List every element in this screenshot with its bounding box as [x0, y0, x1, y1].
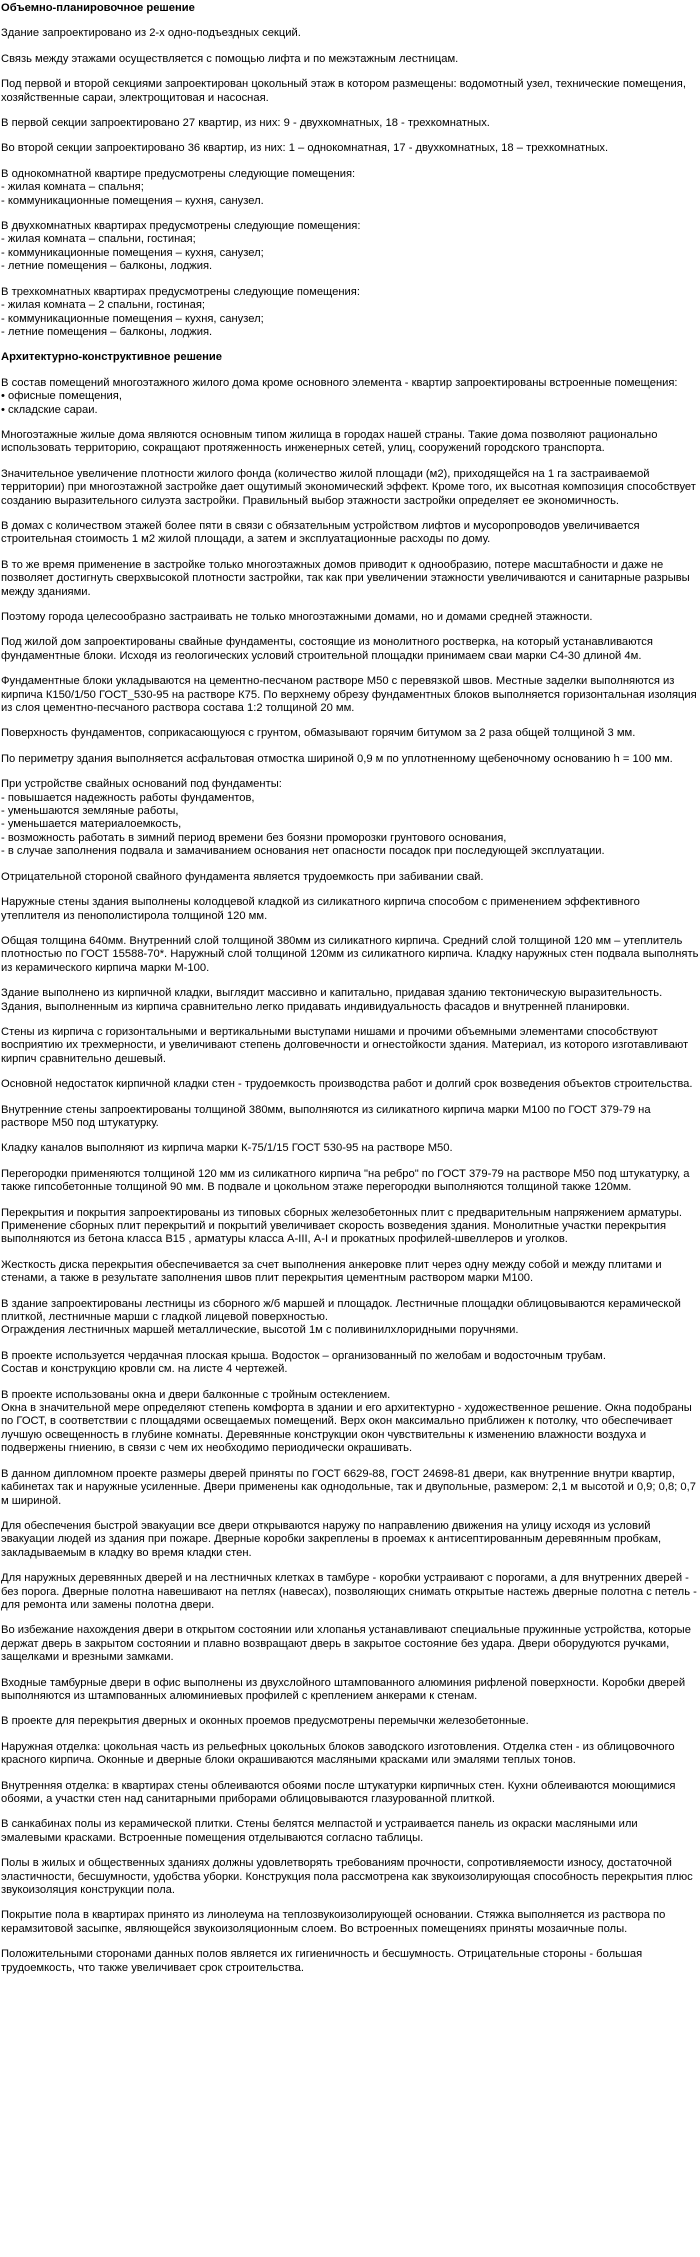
paragraph: В первой секции запроектировано 27 квартир, из них: 9 - двухкомнатных, 18 - трехкомнатных.	[1, 117, 490, 130]
paragraph: Перекрытия и покрытия запроектированы из типовых сборных железобетонных плит с предварительным напряжением арматуры. Применение сборных плит перекрытий и покрытий увеличивает скорость возведения здания. Монолитные участки перекрытия выполняются из бетона класса В15 , арматуры класса А-III, А-I и прокатных профилей-швеллеров и уголков.	[1, 1206, 682, 1246]
paragraph: В домах с количеством этажей более пяти в связи с обязательным устройством лифтов и мусоропроводов увеличивается строительная стоимость 1 м2 жилой площади, а затем и эксплуатационные расходы по дому.	[1, 519, 640, 546]
paragraph: Здание запроектировано из 2-х одно-подъездных секций.	[1, 27, 301, 40]
section-heading: Объемно-планировочное решение	[1, 2, 195, 14]
paragraph: Поверхность фундаментов, соприкасающуюся с грунтом, обмазывают горячим битумом за 2 раза общей толщиной 3 мм.	[1, 727, 636, 740]
paragraph: В санкабинах полы из керамической плитки. Стены белятся мелпастой и устраивается панель из окраски масляными или эмалевыми красками. Встроенные помещения отделываются согласно таблицы.	[1, 1818, 638, 1844]
paragraph: Фундаментные блоки укладываются на цементно-песчаном растворе М50 с перевязкой швов. Местные заделки выполняются из кирпича К150/1/50 ГОСТ_530-95 на растворе К75. По верхнему обрезу фундаментных блоков выполняется горизонтальная изоляция из слоя цементно-песчаного раствора состава 1:2 толщиной 20 мм.	[1, 675, 697, 715]
paragraph: В здание запроектированы лестницы из сборного ж/б маршей и площадок. Лестничные площадки облицовываются керамической плиткой, лестничные марши с гладкой лицевой поверхностью. Ограждения лестничных маршей металлические, высотой 1м с поливинилхлоридными поручнями.	[1, 1297, 681, 1337]
paragraph: Значительное увеличение плотности жилого фонда (количество жилой площади (м2), приходящейся на 1 га застраиваемой территории) при многоэтажной застройке дает ощутимый экономический эффект. Кроме того, их высотная композиция способствует созданию выразительного силуэта застройки. Правильный выбор этажности застройки определяет ее экономичность.	[1, 467, 696, 507]
paragraph: Для обеспечения быстрой эвакуации все двери открываются наружу по направлению движения на улицу исходя из условий эвакуации людей из здания при пожаре. Дверные коробки закреплены в проемах к антисептированным деревянным пробкам, закладываемым в кладку во время кладки стен.	[1, 1519, 662, 1559]
paragraph: Во избежание нахождения двери в открытом состоянии или хлопанья устанавливают специальные пружинные устройства, которые держат дверь в закрытом состоянии и плавно возвращают дверь в закрытое состояние без удара. Двери оборудуются ручками, защелками и врезными замками.	[1, 1624, 691, 1664]
paragraph: Основной недостаток кирпичной кладки стен - трудоемкость производства работ и долгий срок возведения объектов строительства.	[1, 1078, 693, 1091]
paragraph: Перегородки применяются толщиной 120 мм из силикатного кирпича "на ребро" по ГОСТ 379-79 на растворе М50 под штукатурку, а также гипсобетонные толщиной 90 мм. В подвале и цокольном этаже перегородки выполняются толщиной также 120мм.	[1, 1167, 690, 1194]
paragraph: Поэтому города целесообразно застраивать не только многоэтажными домами, но и домами средней этажности.	[1, 611, 593, 623]
paragraph: В то же время применение в застройке только многоэтажных домов приводит к однообразию, потере масштабности и даже не позволяет достигнуть сверхвысокой плотности застройки, так как при увеличении этажности увеличиваются и санитарные разрывы между зданиями.	[1, 558, 690, 598]
paragraph: Внутренняя отделка: в квартирах стены облеиваются обоями после штукатурки кирпичных стен. Кухни облеиваются моющимися обоями, а участки стен над санитарными приборами облицовываются глазурованной плиткой.	[1, 1779, 676, 1805]
paragraph: Стены из кирпича с горизонтальными и вертикальными выступами нишами и прочими объемными элементами способствуют восприятию их трехмерности, и увеличивают степень долговечности и огнестойкости здания. Материал, из которого изготавливают кирпич сравнительно дешевый.	[1, 1025, 689, 1065]
paragraph: Здание выполнено из кирпичной кладки, выглядит массивно и капитально, придавая зданию тектоническую выразительность. Здания, выполненным из кирпича сравнительно легко придавать индивидуальность фасадов и внутренней планировки.	[1, 987, 663, 1013]
paragraph: Общая толщина 640мм. Внутренний слой толщиной 380мм из силикатного кирпича. Средний слой толщиной 120 мм – утеплитель плотностью по ГОСТ 15588-70*. Наружный слой толщиной 120мм из силикатного кирпича. Кладку наружных стен подвала выполнять из керамического кирпича марки М-100.	[1, 934, 699, 974]
paragraph: Внутренние стены запроектированы толщиной 380мм, выполняются из силикатного кирпича марки М100 по ГОСТ 379-79 на растворе М50 под штукатурку.	[1, 1103, 651, 1129]
section-heading: Архитектурно-конструктивное решение	[1, 351, 223, 364]
paragraph: Жесткость диска перекрытия обеспечивается за счет выполнения анкеровке плит через одну между собой и между плитами и стенами, а также в результате заполнения швов плит перекрытия цементным раствором марки М100.	[1, 1258, 662, 1285]
paragraph: При устройстве свайных оснований под фундаменты: - повышается надежность работы фундаментов, - уменьшаются земляные работы, - уменьшается материалоемкость, - возможность работать в зимний период времени без боязни проморозки грунтового основания, - в случае заполнения подвала и замачиванием основания нет опасности посадок при последующей эксплуатации.	[1, 778, 605, 858]
paragraph: Для наружных деревянных дверей и на лестничных клетках в тамбуре - коробки устраивают с порогами, а для внутренних дверей - без порога. Дверные полотна навешивают на петлях (навесах), позволяющих снимать открытые настежь дверные полотна с петель - для ремонта или замены полотна двери.	[1, 1572, 697, 1611]
paragraph: В проекте для перекрытия дверных и оконных проемов предусмотрены перемычки железобетонные.	[1, 1715, 529, 1728]
paragraph: Полы в жилых и общественных зданиях должны удовлетворять требованиям прочности, сопротивляемости износу, достаточной эластичности, бесшумности, удобства уборки. Конструкция пола рассмотрена как звукоизолирующая способность перекрытия плюс звукоизоляция конструкции пола.	[1, 1857, 693, 1897]
paragraph: Положительными сторонами данных полов является их гигиеничность и бесшумность. Отрицательные стороны - большая трудоемкость, что также увеличивает срок строительства.	[1, 1948, 643, 1974]
paragraph: Наружная отделка: цокольная часть из рельефных цокольных блоков заводского изготовления. Отделка стен - из облицовочного красного кирпича. Оконные и дверные блоки окрашиваются масляными красками или эмалями теплых тонов.	[1, 1740, 675, 1767]
paragraph: Наружные стены здания выполнены колодцевой кладкой из силикатного кирпича способом с применением эффективного утеплителя из пенополистирола толщиной 120 мм.	[1, 896, 640, 922]
paragraph: В проекте использованы окна и двери балконные с тройным остеклением. Окна в значительной мере определяют степень комфорта в здании и его архитектурно - художественное решение. Окна подобраны по ГОСТ, в соответствии с площадями освещаемых помещений. Верх окон максимально приближен к потолку, что обеспечивает лучшую освещенность в глубине комнаты. Деревянные конструкции окон чувствительны к изменению влажности воздуха и подвержены гниению, в связи с чем их необходимо периодически окрашивать.	[1, 1388, 692, 1455]
paragraph: В трехкомнатных квартирах предусмотрены следующие помещения: - жилая комната – 2 спальни, гостиная; - коммуникационные помещения – кухня, санузел; - летние помещения – балконы, лоджия.	[1, 285, 360, 338]
paragraph: Под жилой дом запроектированы свайные фундаменты, состоящие из монолитного ростверка, на который устанавливаются фундаментные блоки. Исходя из геологических условий строительной площадки принимаем сваи марки С4-30 длиной 4м.	[1, 636, 653, 662]
paragraph: Кладку каналов выполняют из кирпича марки К-75/1/15 ГОСТ 530-95 на растворе М50.	[1, 1142, 453, 1155]
paragraph: Связь между этажами осуществляется с помощью лифта и по межэтажным лестницам.	[1, 52, 459, 65]
paragraph: Во второй секции запроектировано 36 квартир, из них: 1 – однокомнатная, 17 - двухкомнатных, 18 – трехкомнатных.	[1, 142, 609, 155]
paragraph: В проекте используется чердачная плоская крыша. Водосток – организованный по желобам и водосточным трубам. Состав и конструкцию кровли см. на листе 4 чертежей.	[1, 1349, 606, 1376]
paragraph: В состав помещений многоэтажного жилого дома кроме основного элемента - квартир запроектированы встроенные помещения: • офисные помещения, • складские сараи.	[1, 376, 678, 416]
paragraph: Покрытие пола в квартирах принято из линолеума на теплозвукоизолирующей основании. Стяжка выполняется из раствора по керамзитовой засыпке, являющейся звукоизоляционным слоем. Во встроенных помещениях приняты мозаичные полы.	[1, 1909, 666, 1935]
paragraph: Входные тамбурные двери в офис выполнены из двухслойного штампованного алюминия рифленой поверхности. Коробки дверей выполняются из штампованных алюминиевых профилей с креплением анкерами к стенам.	[1, 1676, 686, 1702]
paragraph: Отрицательной стороной свайного фундамента является трудоемкость при забивании свай.	[1, 870, 484, 883]
paragraph: В однокомнатной квартире предусмотрены следующие помещения: - жилая комната – спальня; - коммуникационные помещения – кухня, санузел.	[1, 167, 356, 207]
paragraph: Под первой и второй секциями запроектирован цокольный этаж в котором размещены: водомотный узел, технические помещения, хозяйственные сараи, электрощитовая и насосная.	[1, 78, 686, 104]
paragraph: В двухкомнатных квартирах предусмотрены следующие помещения: - жилая комната – спальни, гостиная; - коммуникационные помещения – кухня, санузел; - летние помещения – балконы, лоджия.	[1, 220, 361, 273]
paragraph: В данном дипломном проекте размеры дверей приняты по ГОСТ 6629-88, ГОСТ 24698-81 двери, как внутренние внутри квартир, кабинетах так и наружные усиленные. Двери применены как однодольные, так и двупольные, размером: 2,1 м высотой и 0,9; 0,8; 0,7 м шириной.	[1, 1467, 696, 1507]
paragraph: По периметру здания выполняется асфальтовая отмостка шириной 0,9 м по уплотненному щебеночному основанию h = 100 мм.	[1, 752, 673, 765]
paragraph: Многоэтажные жилые дома являются основным типом жилища в городах нашей страны. Такие дома позволяют рационально использовать территорию, сокращают протяженность инженерных сетей, улиц, сооружений городского транспорта.	[1, 428, 658, 455]
